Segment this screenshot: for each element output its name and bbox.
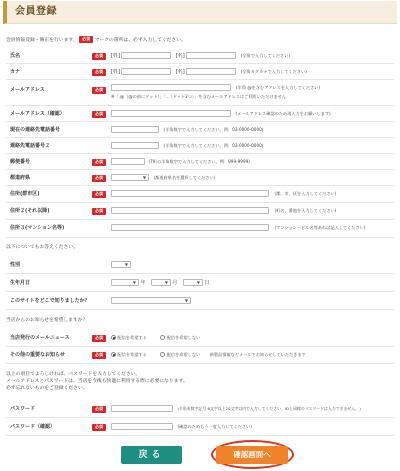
email-label: メールアドレス: [10, 87, 45, 93]
intro-text: [6, 36, 186, 44]
required-badge: 必須: [92, 111, 106, 118]
newsletter-table: [6, 330, 394, 364]
gender-select[interactable]: [111, 261, 131, 268]
last-name-input[interactable]: [121, 52, 171, 59]
chevron-down-icon: ▼: [124, 262, 128, 267]
last-kana-input[interactable]: [121, 68, 171, 75]
month-unit: 月: [172, 280, 178, 286]
password-input[interactable]: [111, 405, 173, 412]
first-name-bracket: [名]: [175, 53, 185, 59]
shop-news-yes-radio[interactable]: [111, 335, 116, 340]
page-header: [3, 1, 397, 24]
important-no-label: 配信を希望しない: [166, 352, 201, 357]
confirm-button[interactable]: 確認画面へ: [216, 446, 288, 464]
addr2-input[interactable]: [111, 207, 269, 214]
birth-label: 生年月日: [10, 280, 31, 286]
row-addr2: [6, 203, 394, 220]
row-phone: [6, 122, 394, 138]
row-password: [6, 400, 394, 418]
email-note-1: (半角 @を含むアドレスを入力してください): [236, 85, 321, 90]
email-confirm-note: (メールアドレス確認のため再入力をお願いします): [235, 111, 331, 116]
last-kana-bracket: [姓]: [111, 69, 120, 75]
intro-after: マークの箇所は、必ず入力してください。: [94, 37, 186, 43]
name-label: 氏名: [10, 53, 21, 59]
required-badge: 必須: [92, 53, 106, 60]
shop-news-yes-label: 配信を希望する: [117, 335, 147, 340]
email-note-2: ※「.@（@の前にドット）」「..（ドット2つ）」を含むメールアドレスはご利用いただけません: [111, 94, 287, 99]
phone-label: 現在の連絡先電話番号: [10, 127, 61, 133]
required-badge: 必須: [79, 36, 93, 43]
birth-month-select[interactable]: [151, 279, 171, 286]
shop-news-label: 当店発行のメールニュース: [10, 335, 70, 341]
important-yes-label: 配信を希望する: [117, 352, 147, 357]
addr1-input[interactable]: [111, 190, 269, 197]
addr2-note: (町名、番地を入力してください): [274, 208, 337, 213]
important-yes-radio[interactable]: [111, 352, 116, 357]
day-unit: 日: [204, 280, 210, 286]
password-intro-1: 以上の項目でよろしければ、パスワードを入力してください。: [6, 372, 141, 377]
intro-before: 会員情報登録・修正を行います。: [6, 37, 78, 43]
optional-fields-table: [6, 256, 394, 310]
pref-note: (都道府県名を選択してください): [153, 175, 216, 180]
row-zip: [6, 154, 394, 170]
row-email-confirm: [6, 106, 394, 122]
row-important-news: [6, 347, 394, 364]
addr3-label: 住所３(マンション名等): [10, 225, 65, 231]
row-password-confirm: [6, 418, 394, 436]
name-note: (全角で入力してください): [240, 53, 291, 58]
first-kana-input[interactable]: [186, 68, 236, 75]
birth-year-select[interactable]: [111, 279, 139, 286]
phone2-label: 連絡先電話番号２: [10, 143, 51, 149]
newsletter-intro: 当店からのお知らせを希望しますか？: [6, 318, 88, 323]
optional-intro: 以下についてもお答えください。: [6, 245, 78, 250]
last-name-bracket: [姓]: [111, 53, 120, 59]
row-birth: [6, 274, 394, 292]
password-intro-2: メールアドレスとパスワードは、当店を今後も快適に利用する際に必要になります。: [6, 379, 188, 384]
required-badge: 必須: [92, 159, 106, 166]
source-label: このサイトをどこで知りましたか？: [10, 298, 90, 304]
shop-news-no-radio[interactable]: [160, 335, 165, 340]
important-news-label: その他の重要なお知らせ: [10, 352, 65, 358]
zip-note: (7桁の半角数字で入力してください。例：999-9999): [148, 159, 250, 164]
page-title: 会員登録: [15, 6, 57, 17]
chevron-down-icon: ▼: [132, 280, 136, 285]
shop-news-no-label: 配信を希望しない: [166, 335, 201, 340]
phone2-note: (半角数字で入力してください。例：03-0000-0000): [163, 143, 264, 148]
row-shop-news: [6, 330, 394, 347]
row-addr1: [6, 186, 394, 203]
addr1-label: 住所(群市区): [10, 191, 40, 197]
required-badge: 必須: [92, 406, 106, 413]
first-kana-bracket: [名]: [175, 69, 185, 75]
required-badge: 必須: [92, 424, 106, 431]
important-note: 新製品情報などメールでお知らせしていただきます: [209, 352, 306, 357]
password-confirm-input[interactable]: [111, 423, 173, 430]
addr1-note: (郡、市、区を入力してください): [274, 191, 337, 196]
phone-input[interactable]: [111, 126, 159, 133]
password-note: (半角英数字記号 6文字以上20文字以内で入力してください。IDと同様のパスワードは入力できません。): [177, 406, 361, 411]
password-label: パスワード: [10, 406, 36, 412]
password-table: [6, 400, 394, 436]
email-confirm-label: メールアドレス（確認）: [10, 111, 65, 117]
required-badge: 必須: [92, 335, 106, 342]
pref-label: 都道府県: [10, 175, 31, 181]
row-phone2: [6, 138, 394, 154]
source-select[interactable]: [111, 297, 191, 304]
required-fields-table: [6, 48, 394, 240]
password-intro-3: 必ず忘れないものをご登録ください。: [6, 386, 88, 391]
kana-note: (全角カタカナで入力してください): [240, 69, 307, 74]
password-confirm-note: (確認のためもう一度入力してください): [177, 424, 252, 429]
required-badge: 必須: [92, 175, 106, 182]
chevron-down-icon: ▼: [164, 280, 168, 285]
zip-input[interactable]: [111, 158, 145, 165]
row-name: [6, 48, 394, 64]
chevron-down-icon: ▼: [184, 298, 188, 303]
phone2-input[interactable]: [111, 142, 159, 149]
phone-note: (半角数字で入力してください。例：03-0000-0000): [163, 127, 264, 132]
required-badge: 必須: [92, 352, 106, 359]
year-unit: 年: [140, 280, 146, 286]
required-badge: 必須: [92, 208, 106, 215]
email-confirm-input[interactable]: [111, 110, 231, 117]
back-button[interactable]: 戻る: [121, 446, 182, 464]
email-input[interactable]: [111, 84, 231, 91]
row-pref: [6, 170, 394, 186]
pref-select[interactable]: [111, 174, 149, 181]
chevron-down-icon: ▼: [196, 280, 200, 285]
addr3-note: (マンション・ビル名等あれば記入してください): [274, 225, 366, 230]
row-addr3: [6, 220, 394, 238]
row-kana: [6, 64, 394, 80]
kana-label: カナ: [10, 69, 21, 75]
zip-label: 郵便番号: [10, 159, 31, 165]
gender-label: 性別: [10, 262, 21, 268]
row-email: [6, 80, 394, 106]
required-badge: 必須: [92, 87, 106, 94]
important-no-radio[interactable]: [160, 352, 165, 357]
addr2-label: 住所２(それ以降): [10, 208, 50, 214]
addr3-input[interactable]: [111, 224, 269, 231]
chevron-down-icon: ▼: [142, 175, 146, 180]
password-confirm-label: パスワード（確認）: [10, 424, 56, 430]
row-source: [6, 292, 394, 310]
required-badge: 必須: [92, 191, 106, 198]
required-badge: 必須: [92, 69, 106, 76]
first-name-input[interactable]: [186, 52, 236, 59]
birth-day-select[interactable]: [183, 279, 203, 286]
row-gender: [6, 256, 394, 274]
